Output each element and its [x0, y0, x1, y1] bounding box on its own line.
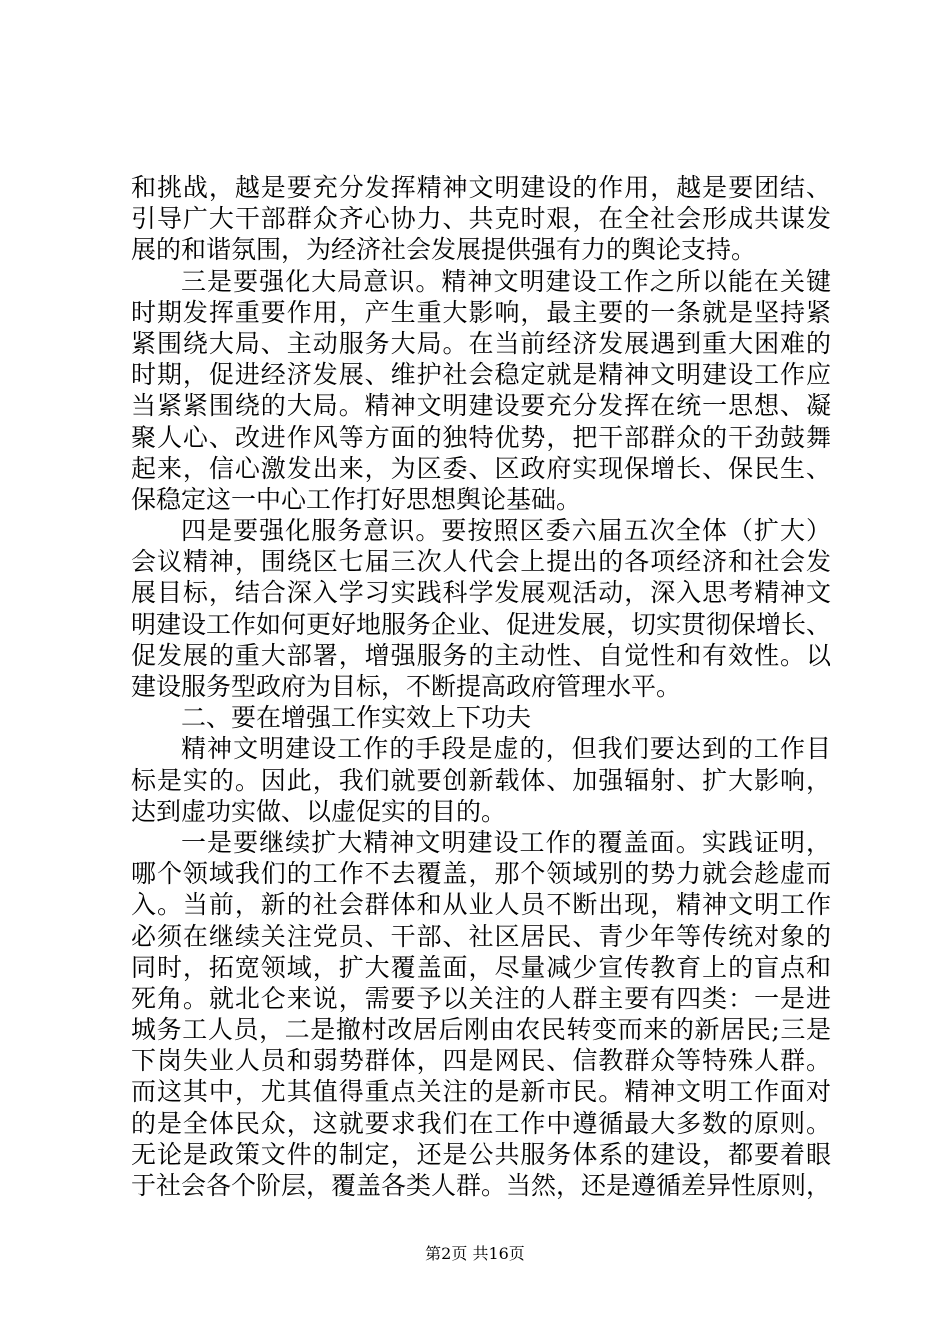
text-line: 引导广大干部群众齐心协力、共克时艰，在全社会形成共谋发	[131, 204, 831, 234]
text-line: 的是全体民众，这就要求我们在工作中遵循最大多数的原则。	[131, 1108, 831, 1138]
text-line: 展的和谐氛围，为经济社会发展提供强有力的舆论支持。	[131, 235, 757, 265]
text-line: 明建设工作如何更好地服务企业、促进发展，切实贯彻保增长、	[131, 609, 832, 639]
text-line: 紧围绕大局、主动服务大局。在当前经济发展遇到重大困难的	[131, 328, 831, 358]
text-line: 精神文明建设工作的手段是虚的，但我们要达到的工作目	[181, 734, 831, 764]
text-line: 促发展的重大部署，增强服务的主动性、自觉性和有效性。以	[131, 640, 831, 670]
text-line: 保稳定这一中心工作打好思想舆论基础。	[131, 484, 582, 514]
text-line: 达到虚功实做、以虚促实的目的。	[131, 796, 507, 826]
page-footer	[0, 1244, 950, 1264]
text-line: 一是要继续扩大精神文明建设工作的覆盖面。实践证明，	[181, 827, 831, 857]
document-body	[131, 172, 831, 1201]
text-line: 而这其中，尤其值得重点关注的是新市民。精神文明工作面对	[131, 1077, 831, 1107]
text-line: 和挑战，越是要充分发挥精神文明建设的作用，越是要团结、	[131, 173, 831, 202]
text-line: 标是实的。因此，我们就要创新载体、加强辐射、扩大影响，	[131, 765, 831, 795]
text-line: 三是要强化大局意识。精神文明建设工作之所以能在关键	[181, 266, 831, 296]
text-line: 时期，促进经济发展、维护社会稳定就是精神文明建设工作应	[131, 360, 831, 390]
text-line: 聚人心、改进作风等方面的独特优势，把干部群众的干劲鼓舞	[131, 422, 831, 452]
text-line: 无论是政策文件的制定，还是公共服务体系的建设，都要着眼	[131, 1139, 831, 1169]
text-line: 起来，信心激发出来，为区委、区政府实现保增长、保民生、	[131, 453, 831, 483]
text-line: 入。当前，新的社会群体和从业人员不断出现，精神文明工作	[131, 890, 831, 920]
text-line: 哪个领域我们的工作不去覆盖，那个领域别的势力就会趁虚而	[131, 859, 831, 889]
text-line: 四是要强化服务意识。要按照区委六届五次全体（扩大）	[181, 516, 831, 546]
text-line: 时期发挥重要作用，产生重大影响，最主要的一条就是坚持紧	[131, 297, 831, 327]
text-line: 下岗失业人员和弱势群体，四是网民、信教群众等特殊人群。	[131, 1046, 831, 1076]
text-line: 城务工人员，二是撤村改居后刚由农民转变而来的新居民;三是	[131, 1015, 831, 1045]
text-line: 于社会各个阶层，覆盖各类人群。当然，还是遵循差异性原则，	[131, 1171, 832, 1200]
page-number-label: 第2页 共16页	[425, 1244, 525, 1263]
text-line: 建设服务型政府为目标，不断提高政府管理水平。	[131, 672, 682, 701]
section-heading: 二、要在增强工作实效上下功夫	[181, 703, 532, 733]
text-line: 会议精神，围绕区七届三次人代会上提出的各项经济和社会发	[131, 547, 831, 577]
text-line: 当紧紧围绕的大局。精神文明建设要充分发挥在统一思想、凝	[131, 391, 831, 421]
text-line: 同时，拓宽领域，扩大覆盖面，尽量减少宣传教育上的盲点和	[131, 952, 831, 982]
text-line: 必须在继续关注党员、干部、社区居民、青少年等传统对象的	[131, 921, 831, 951]
text-line: 展目标，结合深入学习实践科学发展观活动，深入思考精神文	[131, 578, 831, 608]
text-line: 死角。就北仑来说，需要予以关注的人群主要有四类：一是进	[131, 983, 831, 1013]
